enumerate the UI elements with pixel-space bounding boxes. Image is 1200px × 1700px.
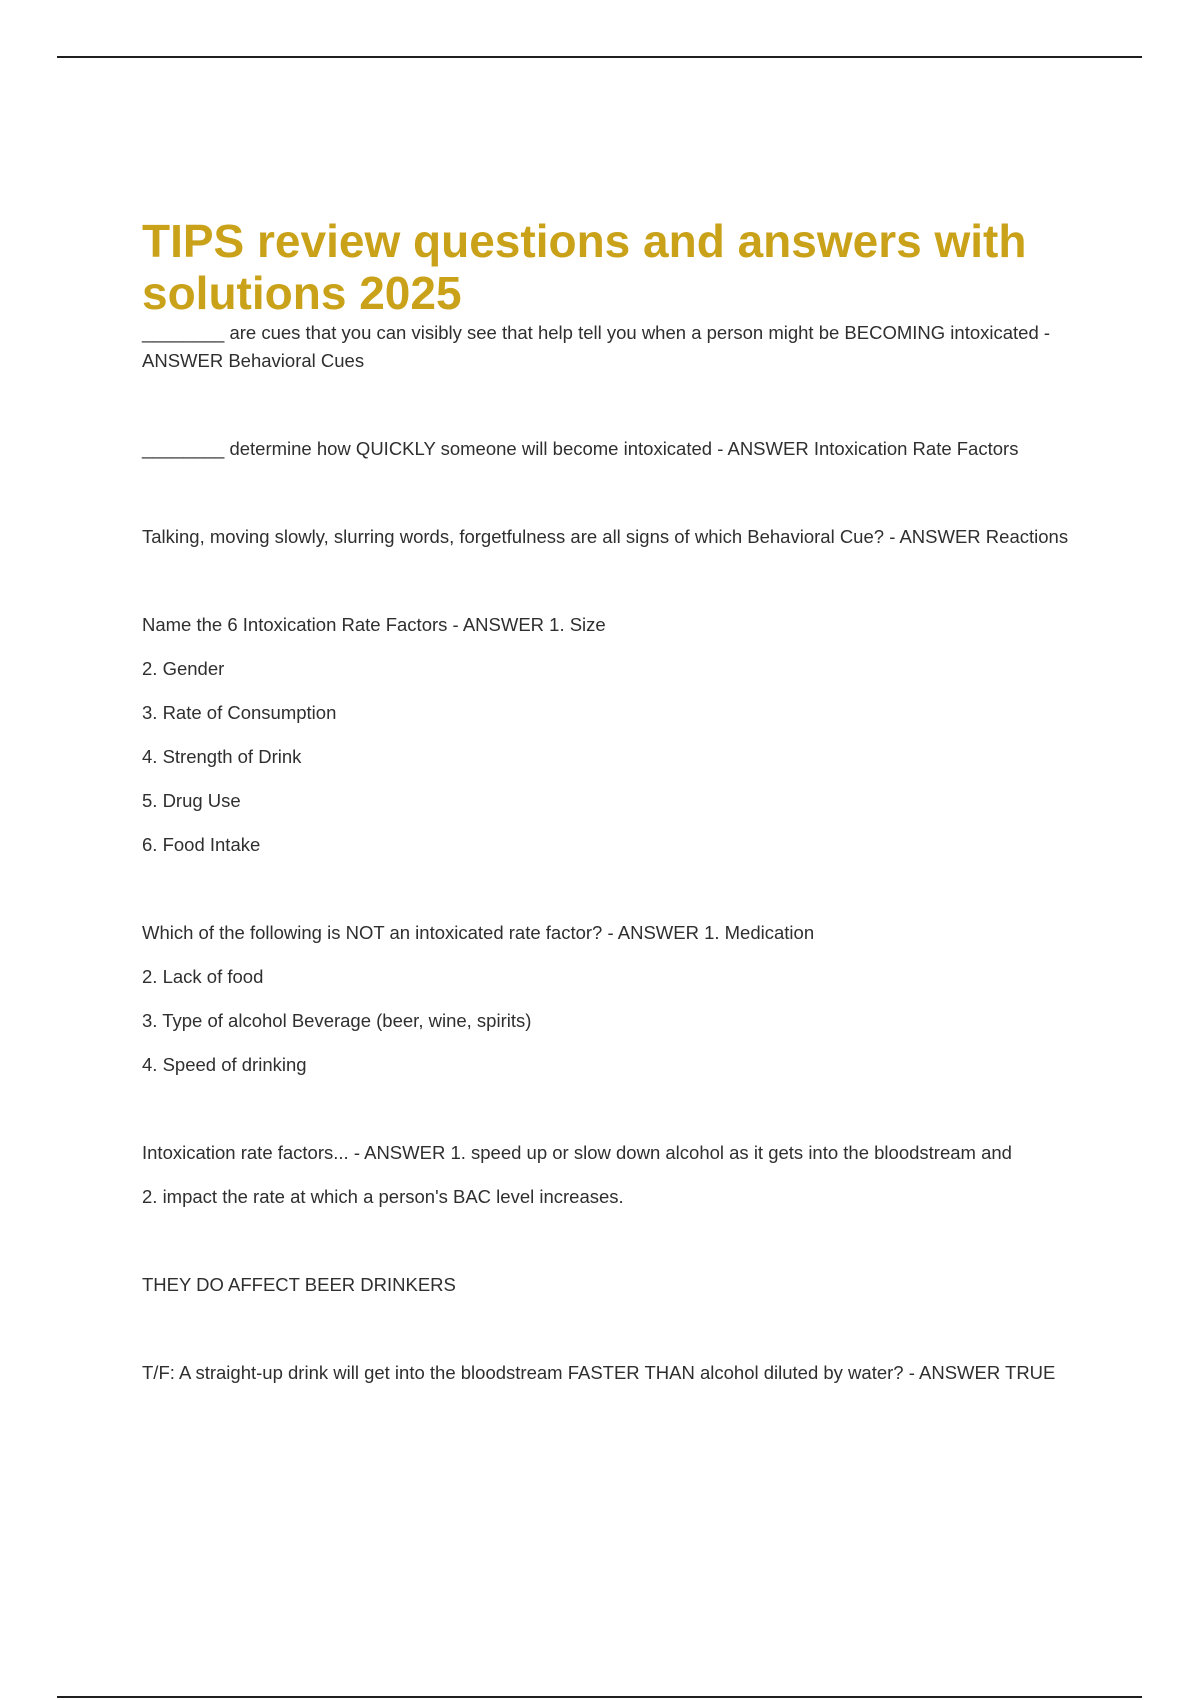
document-body xyxy=(142,215,1072,1387)
qa-line: 4. Speed of drinking xyxy=(142,1054,307,1075)
qa-line: 5. Drug Use xyxy=(142,790,241,811)
footer-rule xyxy=(57,1696,1142,1698)
qa-item xyxy=(142,523,1072,551)
qa-item xyxy=(142,1359,1072,1387)
qa-line: 3. Rate of Consumption xyxy=(142,702,337,723)
qa-line: ________ are cues that you can visibly see that help tell you when a person might be BECOMING intoxicated - ANSWER Behavioral Cues xyxy=(142,322,1055,371)
header-rule xyxy=(57,56,1142,58)
qa-item xyxy=(142,611,1072,859)
qa-line: T/F: A straight-up drink will get into the bloodstream FASTER THAN alcohol diluted by water? - ANSWER TRUE xyxy=(142,1362,1056,1383)
qa-line: 3. Type of alcohol Beverage (beer, wine, spirits) xyxy=(142,1010,532,1031)
qa-line: 2. Gender xyxy=(142,658,225,679)
qa-line: Intoxication rate factors... - ANSWER 1. speed up or slow down alcohol as it gets into the bloodstream and xyxy=(142,1142,1012,1163)
qa-line: Which of the following is NOT an intoxicated rate factor? - ANSWER 1. Medication xyxy=(142,922,815,943)
qa-item xyxy=(142,1271,1072,1299)
qa-line: Name the 6 Intoxication Rate Factors - ANSWER 1. Size xyxy=(142,614,606,635)
qa-line: 2. impact the rate at which a person's BAC level increases. xyxy=(142,1186,624,1207)
qa-line: 2. Lack of food xyxy=(142,966,264,987)
qa-item xyxy=(142,435,1072,463)
qa-item xyxy=(142,919,1072,1079)
qa-line: 6. Food Intake xyxy=(142,834,261,855)
qa-item xyxy=(142,1139,1072,1211)
document-title: TIPS review questions and answers with solutions 2025 xyxy=(142,215,1027,319)
qa-line: ________ determine how QUICKLY someone will become intoxicated - ANSWER Intoxication Rate Factors xyxy=(142,438,1019,459)
qa-item xyxy=(142,319,1072,375)
qa-line: THEY DO AFFECT BEER DRINKERS xyxy=(142,1274,456,1295)
qa-line: 4. Strength of Drink xyxy=(142,746,302,767)
qa-line: Talking, moving slowly, slurring words, forgetfulness are all signs of which Behavioral Cue? - ANSWER Reactions xyxy=(142,526,1069,547)
